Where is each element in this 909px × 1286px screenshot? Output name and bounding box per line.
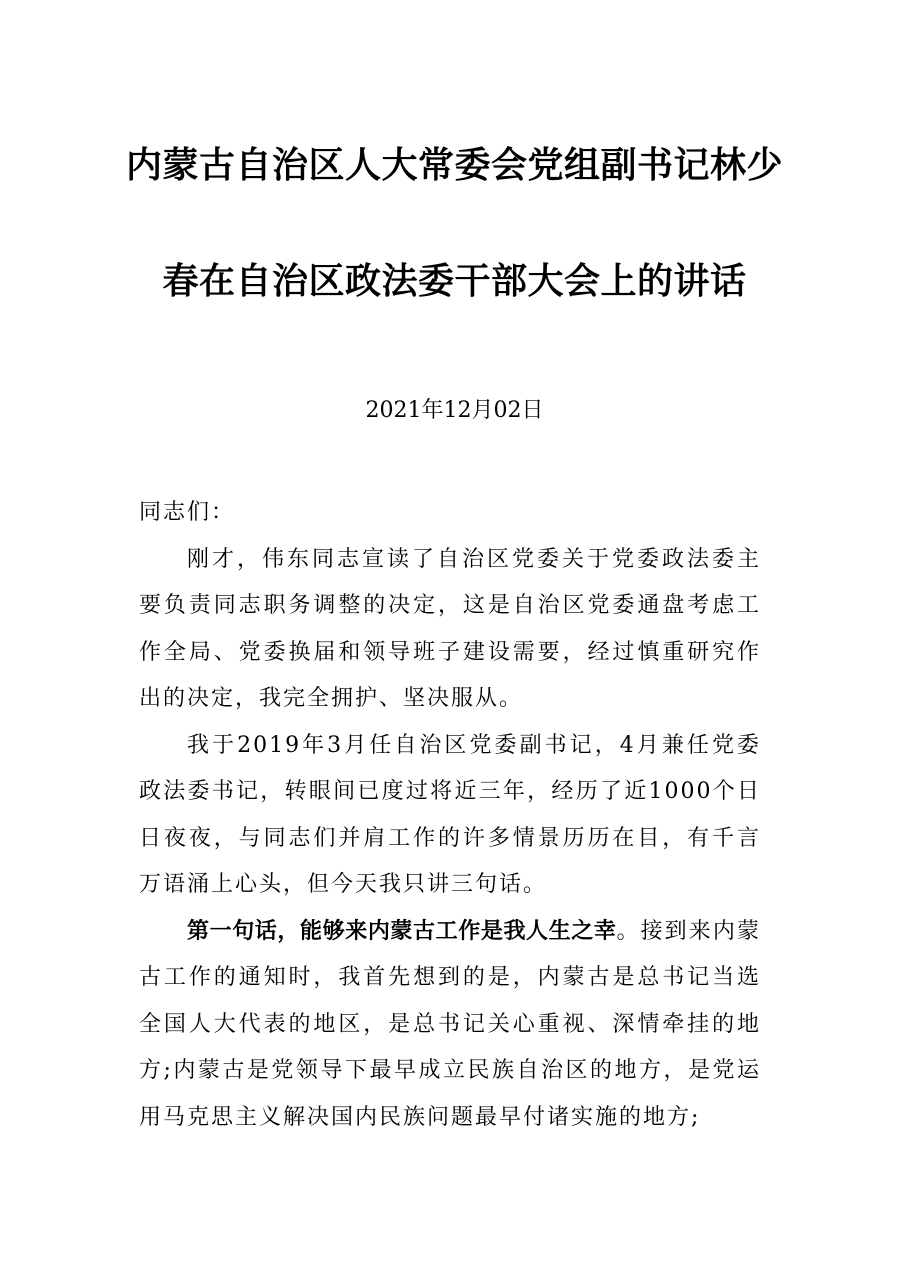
paragraph-3-text: 。接到来内蒙古工作的通知时，我首先想到的是，内蒙古是总书记当选全国人大代表的地区，是总书记关心重视、深情牵挂的地方;内蒙古是党领导下最早成立民族自治区的地方，是党运用马克思主义解决国内民族问题最早付诸实施的地方;: [139, 918, 761, 1130]
paragraph-3: [139, 909, 761, 1142]
document-date: 2021年12月02日: [365, 398, 544, 423]
paragraph-2: 我于2019年3月任自治区党委副书记，4月兼任党委政法委书记，转眼间已度过将近三年，经历了近1000个日日夜夜，与同志们并肩工作的许多情景历历在目，有千言万语涌上心头，但今天我只讲三句话。: [139, 732, 761, 897]
salutation: 同志们：: [139, 500, 236, 525]
paragraph-3-lead: 第一句话，能够来内蒙古工作是我人生之幸: [187, 918, 617, 944]
document-title-line-1: 内蒙古自治区人大常委会党组副书记林少: [125, 145, 783, 186]
paragraph-1: 刚才，伟东同志宣读了自治区党委关于党委政法委主要负责同志职务调整的决定，这是自治区党委通盘考虑工作全局、党委换届和领导班子建设需要，经过慎重研究作出的决定，我完全拥护、坚决服从。: [139, 546, 761, 711]
document-body: [139, 490, 761, 1141]
document-title-line-2: 春在自治区政法委干部大会上的讲话: [162, 261, 747, 302]
